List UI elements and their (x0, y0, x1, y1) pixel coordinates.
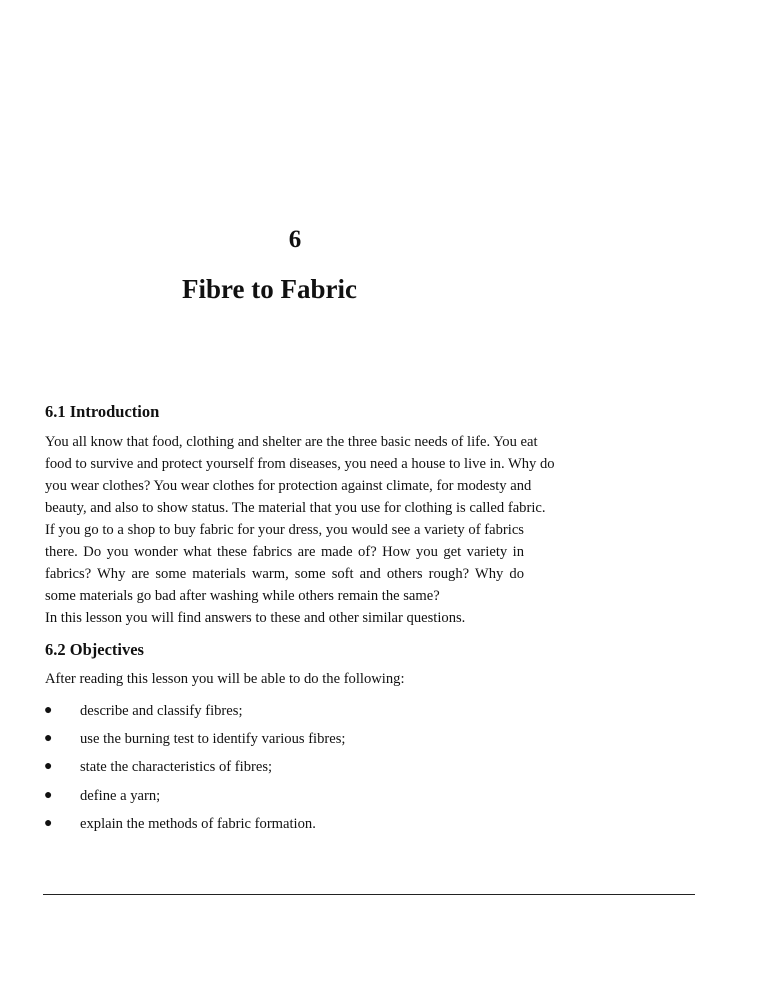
paragraph-line: You all know that food, clothing and shelter are the three basic needs of life. You eat (45, 434, 538, 450)
bullet-icon: ● (44, 731, 53, 746)
footer-divider (43, 894, 695, 895)
objective-item: explain the methods of fabric formation. (80, 816, 316, 832)
bullet-icon: ● (44, 759, 53, 774)
objective-item: state the characteristics of fibres; (80, 759, 273, 775)
paragraph-line: fabrics? Why are some materials warm, some soft and others rough? Why do (45, 566, 524, 582)
paragraph-line: If you go to a shop to buy fabric for your dress, you would see a variety of fabrics (45, 522, 524, 538)
chapter-number: 6 (288, 226, 302, 253)
bullet-icon: ● (44, 816, 53, 831)
chapter-title: Fibre to Fabric (182, 274, 357, 304)
objectives-intro: After reading this lesson you will be able to do the following: (45, 671, 405, 687)
bullet-icon: ● (44, 788, 53, 803)
section-heading-objectives: 6.2 Objectives (45, 640, 144, 659)
objective-item: define a yarn; (80, 788, 161, 804)
bullet-icon: ● (44, 703, 53, 718)
paragraph-line: food to survive and protect yourself from diseases, you need a house to live in. Why do (45, 456, 555, 472)
paragraph-line: there. Do you wonder what these fabrics are made of? How you get variety in (45, 544, 524, 560)
paragraph-line: you wear clothes? You wear clothes for protection against climate, for modesty and (45, 478, 532, 494)
paragraph-line: In this lesson you will find answers to these and other similar questions. (45, 610, 466, 626)
paragraph-line: some materials go bad after washing while others remain the same? (45, 588, 440, 604)
objective-item: use the burning test to identify various fibres; (80, 731, 346, 747)
paragraph-line: beauty, and also to show status. The material that you use for clothing is called fabric. (45, 500, 546, 516)
section-heading-introduction: 6.1 Introduction (45, 402, 160, 421)
objective-item: describe and classify fibres; (80, 703, 243, 719)
